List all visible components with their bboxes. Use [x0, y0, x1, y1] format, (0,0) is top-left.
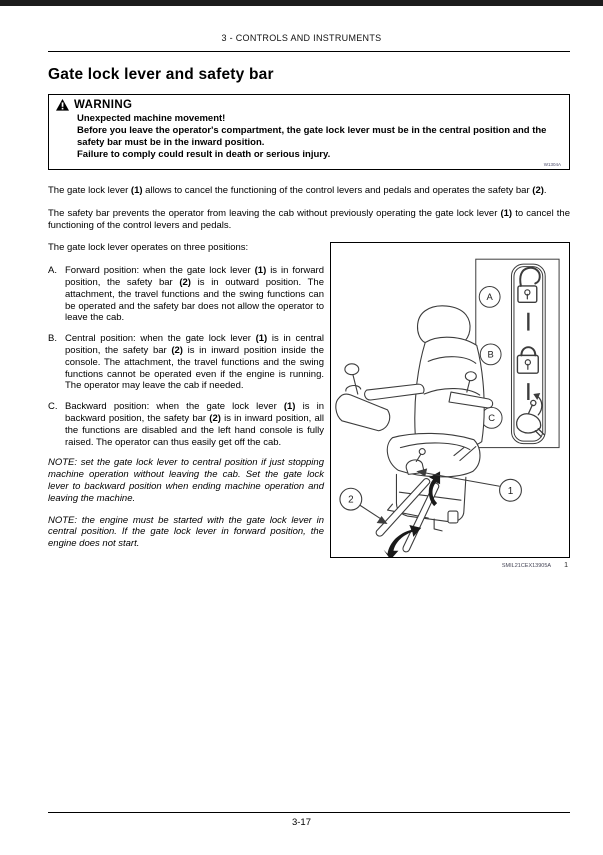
- callout-1-label: 1: [507, 486, 514, 498]
- operator-seat-drawing: [336, 306, 496, 552]
- callout-a-label: A: [486, 291, 493, 303]
- two-column-section: [48, 242, 570, 569]
- item-letter: B.: [48, 333, 57, 345]
- running-header: 3 - CONTROLS AND INSTRUMENTS: [221, 33, 382, 43]
- footer-rule: [48, 812, 570, 813]
- figure-caption-number: 1: [564, 562, 568, 570]
- position-item-a: [48, 265, 324, 324]
- warning-line: Unexpected machine movement!: [77, 113, 226, 124]
- item-text: Backward position: when the gate lock lever (1) is in backward position, the safety bar (2) is in inward position, all the functions are disabled and the left hand console is fully raised. The operator can thus easily get off the cab.: [65, 401, 324, 448]
- callout-2-label: 2: [348, 495, 354, 507]
- intro-paragraph-1: The gate lock lever (1) allows to cancel the functioning of the control levers and pedals and operates the safety bar (2).: [48, 185, 547, 196]
- callout-b-label: B: [487, 349, 494, 361]
- lever-lock-icon: [517, 393, 545, 437]
- item-letter: C.: [48, 401, 58, 413]
- locked-padlock-icon: [517, 348, 538, 374]
- warning-reference-code: W1304A: [543, 162, 561, 167]
- top-bar: [0, 0, 603, 6]
- page-title: Gate lock lever and safety bar: [48, 66, 274, 83]
- bar-motion-arrow: [384, 525, 422, 557]
- warning-line: Before you leave the operator's compartment, the gate lock lever must be in the central position and the safety bar must be in the inward position.: [77, 125, 547, 148]
- warning-header: [56, 99, 561, 111]
- page-content: [48, 60, 570, 569]
- item-text: Forward position: when the gate lock lever (1) is in forward position, the safety bar (2) is in outward position. The attachment, the travel functions and the swing functions can be operated and the safety bar does not allow the operator to leave the cab.: [65, 265, 324, 324]
- note-paragraph-1: NOTE: set the gate lock lever to central position if just stopping machine operation without leaving the cab. Set the gate lock lever to backward position when ending machine operation and leaving the machine.: [48, 457, 324, 504]
- page-number: 3-17: [291, 817, 311, 828]
- header-rule: [48, 51, 570, 52]
- note-paragraph-2: NOTE: the engine must be started with the gate lock lever in central position. If the gate lock lever in forward position, the engine does not start.: [48, 514, 324, 550]
- intro-paragraph-2: The safety bar prevents the operator from leaving the cab without previously operating the gate lock lever (1) to cancel the functioning of the control levers and pedals.: [48, 207, 571, 231]
- unlocked-padlock-icon: [518, 268, 540, 303]
- item-letter: A.: [48, 265, 57, 277]
- pointer-2: [340, 489, 388, 525]
- intro-paragraph-3: The gate lock lever operates on three positions:: [48, 242, 249, 254]
- warning-triangle-icon: [56, 99, 69, 111]
- warning-box: [48, 94, 570, 170]
- position-item-b: [48, 333, 324, 392]
- position-item-c: [48, 401, 324, 448]
- figure-caption: [330, 562, 570, 569]
- seat-illustration: [331, 243, 569, 557]
- item-text: Central position: when the gate lock lever (1) is in central position, the safety bar (2) is in inward position inside the console. The attachment, the travel functions and the swing functions cannot be operated even if the engine is running. The operator may leave the cab if needed.: [65, 333, 324, 392]
- figure-caption-code: SMIL21CEX13905A: [501, 563, 552, 570]
- figure-column: [330, 242, 570, 569]
- warning-line: Failure to comply could result in death or serious injury.: [77, 149, 331, 160]
- callout-c-label: C: [488, 412, 496, 424]
- figure-frame: [330, 242, 570, 558]
- warning-label: WARNING: [74, 99, 133, 111]
- warning-body: [77, 113, 561, 161]
- text-column: [48, 242, 324, 560]
